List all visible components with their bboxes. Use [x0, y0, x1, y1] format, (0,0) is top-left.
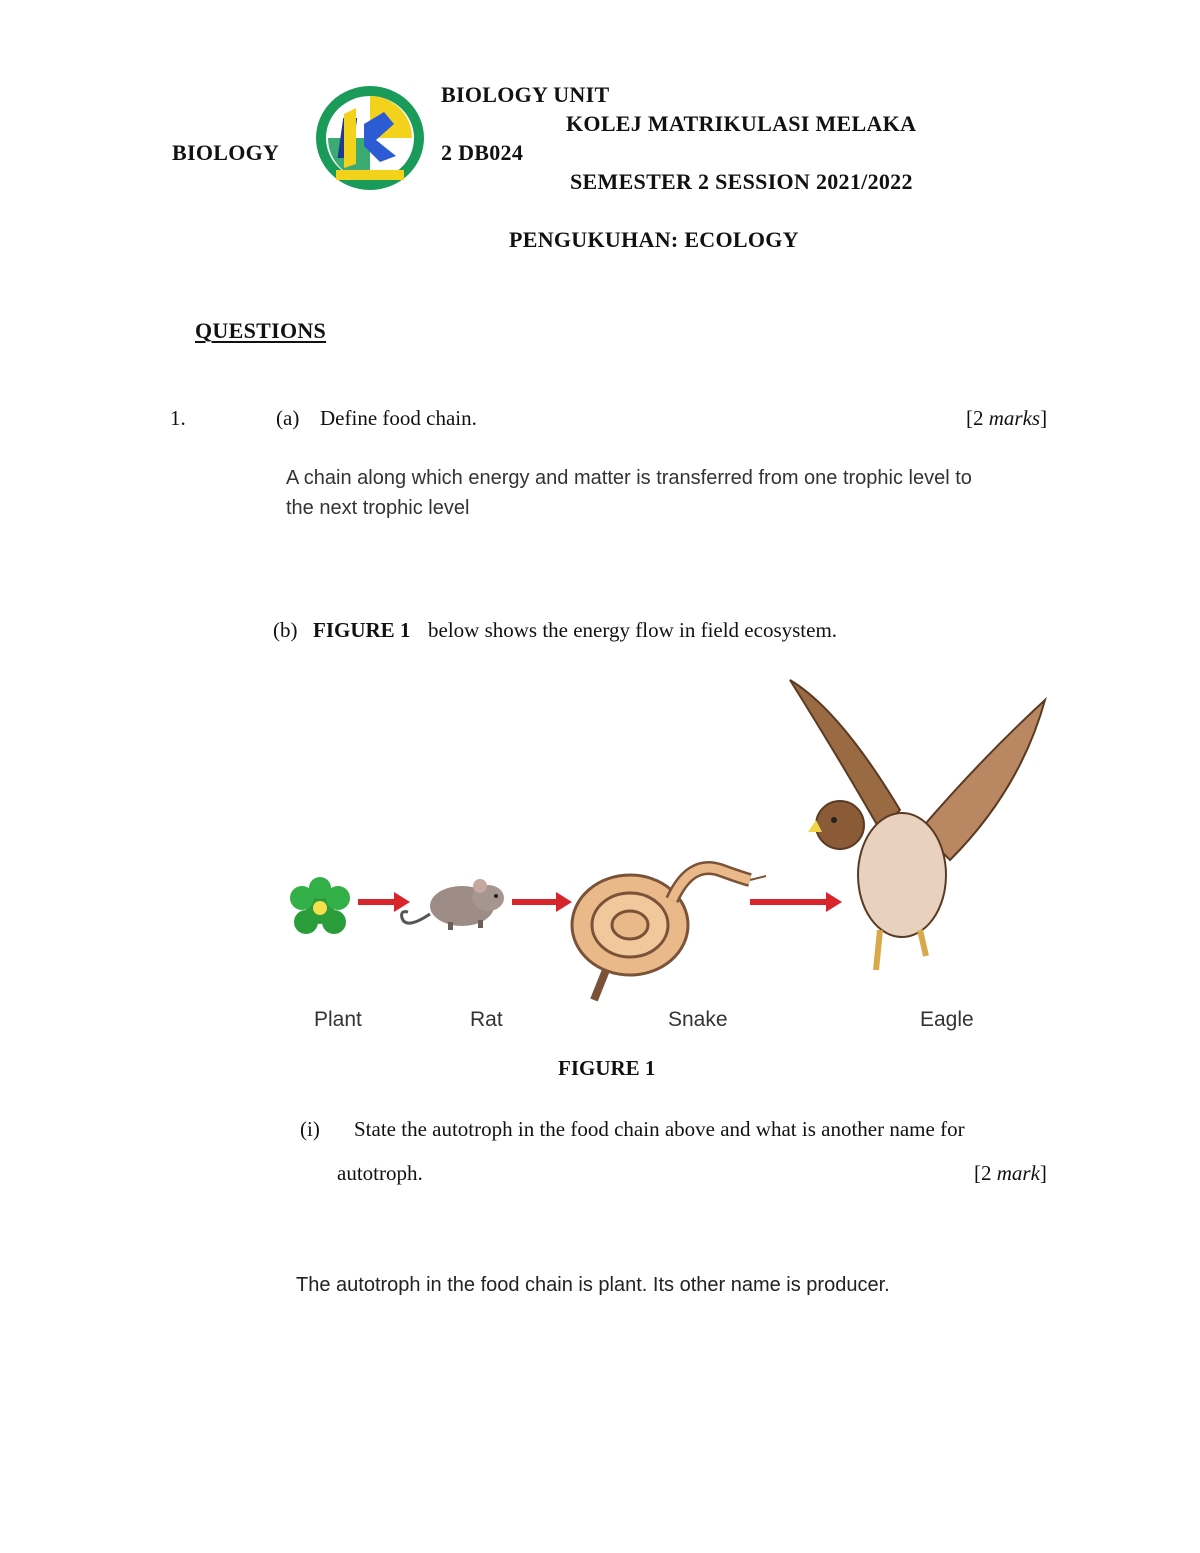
- marks-word: marks: [988, 406, 1041, 430]
- part-a-label: (a): [276, 406, 300, 430]
- part-b-figure-ref: FIGURE 1: [313, 618, 411, 642]
- page-title: PENGUKUHAN: ECOLOGY: [509, 227, 799, 252]
- rat-icon: [402, 879, 504, 930]
- marks-number: 2: [973, 406, 984, 430]
- arrow-rat-to-snake-icon: [512, 892, 572, 912]
- plant-icon: [290, 877, 350, 934]
- organism-label-snake: Snake: [668, 1008, 728, 1031]
- answer-line: A chain along which energy and matter is transferred from one trophic level to: [286, 467, 972, 489]
- course-code: 2 DB024: [441, 140, 524, 165]
- part-a-answer: [286, 463, 972, 523]
- college-logo: [314, 84, 426, 192]
- arrow-plant-to-rat-icon: [358, 892, 410, 912]
- part-b-text: below shows the energy flow in field ecosystem.: [428, 618, 838, 642]
- semester-session: SEMESTER 2 SESSION 2021/2022: [570, 169, 913, 194]
- subject-left: BIOLOGY: [172, 140, 280, 165]
- part-b-label: (b): [273, 618, 298, 642]
- sub-i-question-line1: State the autotroph in the food chain above and what is another name for: [354, 1117, 965, 1141]
- college-name: KOLEJ MATRIKULASI MELAKA: [566, 111, 917, 136]
- marks-open: [: [966, 406, 973, 430]
- unit-label: BIOLOGY UNIT: [441, 82, 610, 107]
- part-a-marks: [966, 406, 1047, 431]
- organism-label-plant: Plant: [314, 1008, 362, 1031]
- sub-i-marks: [974, 1161, 1047, 1186]
- answer-line: the next trophic level: [286, 497, 470, 519]
- eagle-icon: [790, 680, 1045, 970]
- marks-number: 2: [981, 1161, 992, 1185]
- sub-i-question-line2: autotroph.: [337, 1161, 423, 1185]
- marks-word: mark: [996, 1161, 1040, 1185]
- sub-i-answer: The autotroph in the food chain is plant. Its other name is producer.: [296, 1274, 890, 1296]
- food-chain-figure: [280, 660, 1070, 1010]
- question-number: 1.: [170, 406, 186, 430]
- section-heading: QUESTIONS: [195, 318, 327, 343]
- snake-icon: [572, 868, 766, 1000]
- arrow-snake-to-eagle-icon: [750, 892, 842, 912]
- marks-open: [: [974, 1161, 981, 1185]
- marks-close: ]: [1039, 1161, 1047, 1185]
- organism-label-eagle: Eagle: [920, 1008, 974, 1031]
- part-a-question: Define food chain.: [320, 406, 477, 430]
- marks-close: ]: [1040, 406, 1048, 430]
- sub-i-label: (i): [300, 1117, 320, 1141]
- organism-label-rat: Rat: [470, 1008, 503, 1031]
- figure-caption: FIGURE 1: [558, 1056, 656, 1080]
